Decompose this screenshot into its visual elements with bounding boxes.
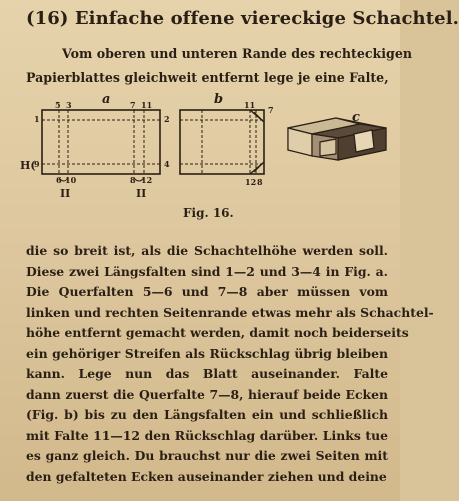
- fold-number: 12: [245, 177, 257, 187]
- fold-number: 5: [55, 100, 61, 110]
- side-mark: H(: [20, 159, 36, 172]
- text-line: Diese zwei Längsfalten sind 1—2 und 3—4 in Fig. a.: [26, 263, 388, 279]
- fold-number: 4: [164, 159, 170, 169]
- text-line: höhe entfernt gemacht werden, damit noch beiderseits: [26, 325, 409, 340]
- fold-number: 2: [164, 114, 170, 124]
- side-mark: II: [60, 187, 71, 200]
- text-line: die so breit ist, als die Schachtelhöhe werden soll.: [26, 243, 388, 258]
- fig-label-a: a: [102, 92, 111, 107]
- text-line: ein gehöriger Streifen als Rückschlag übrig bleiben: [26, 345, 388, 361]
- text-line: kann. Lege nun das Blatt auseinander. Falte: [26, 366, 388, 381]
- intro-line: Papierblattes gleichweit entfernt lege je eine Falte,: [26, 70, 389, 85]
- body-paragraph: [26, 241, 434, 487]
- text-line: mit Falte 11—12 den Rückschlag darüber. Links tue: [26, 427, 388, 443]
- fold-number: 11: [141, 100, 153, 110]
- fig-label-b: b: [214, 92, 224, 107]
- fold-number: 1: [34, 114, 40, 124]
- intro-line: Vom oberen und unteren Rande des rechteckigen: [62, 46, 412, 61]
- fold-number: 6: [56, 175, 62, 185]
- text-line: linken und rechten Seitenrande etwas mehr als Schachtel-: [26, 304, 434, 320]
- section-heading: (16) Einfache offene viereckige Schachtel.: [26, 8, 459, 29]
- fold-number: 3: [66, 100, 72, 110]
- fold-number: 7: [130, 100, 136, 110]
- fig-label-c: c: [352, 110, 360, 125]
- intro-paragraph: [26, 42, 412, 90]
- side-mark: II: [136, 187, 147, 200]
- fold-number: 10: [65, 175, 77, 185]
- fold-number: 8: [130, 175, 136, 185]
- fold-number: 7: [268, 105, 274, 115]
- text-line: Die Querfalten 5—6 und 7—8 aber müssen vom: [26, 284, 388, 299]
- fold-number: 11: [244, 100, 256, 110]
- text-line: den gefalteten Ecken auseinander ziehen und deine: [26, 468, 387, 484]
- fold-number: 9: [34, 159, 40, 169]
- fold-number: 12: [141, 175, 153, 185]
- text-line: es ganz gleich. Du brauchst nur die zwei Seiten mit: [26, 448, 388, 463]
- text-line: dann zuerst die Querfalte 7—8, hierauf beide Ecken: [26, 386, 388, 402]
- text-line: (Fig. b) bis zu den Längsfalten ein und schließlich: [26, 407, 388, 422]
- figure-caption: Fig. 16.: [183, 206, 234, 220]
- fold-number: 8: [257, 177, 263, 187]
